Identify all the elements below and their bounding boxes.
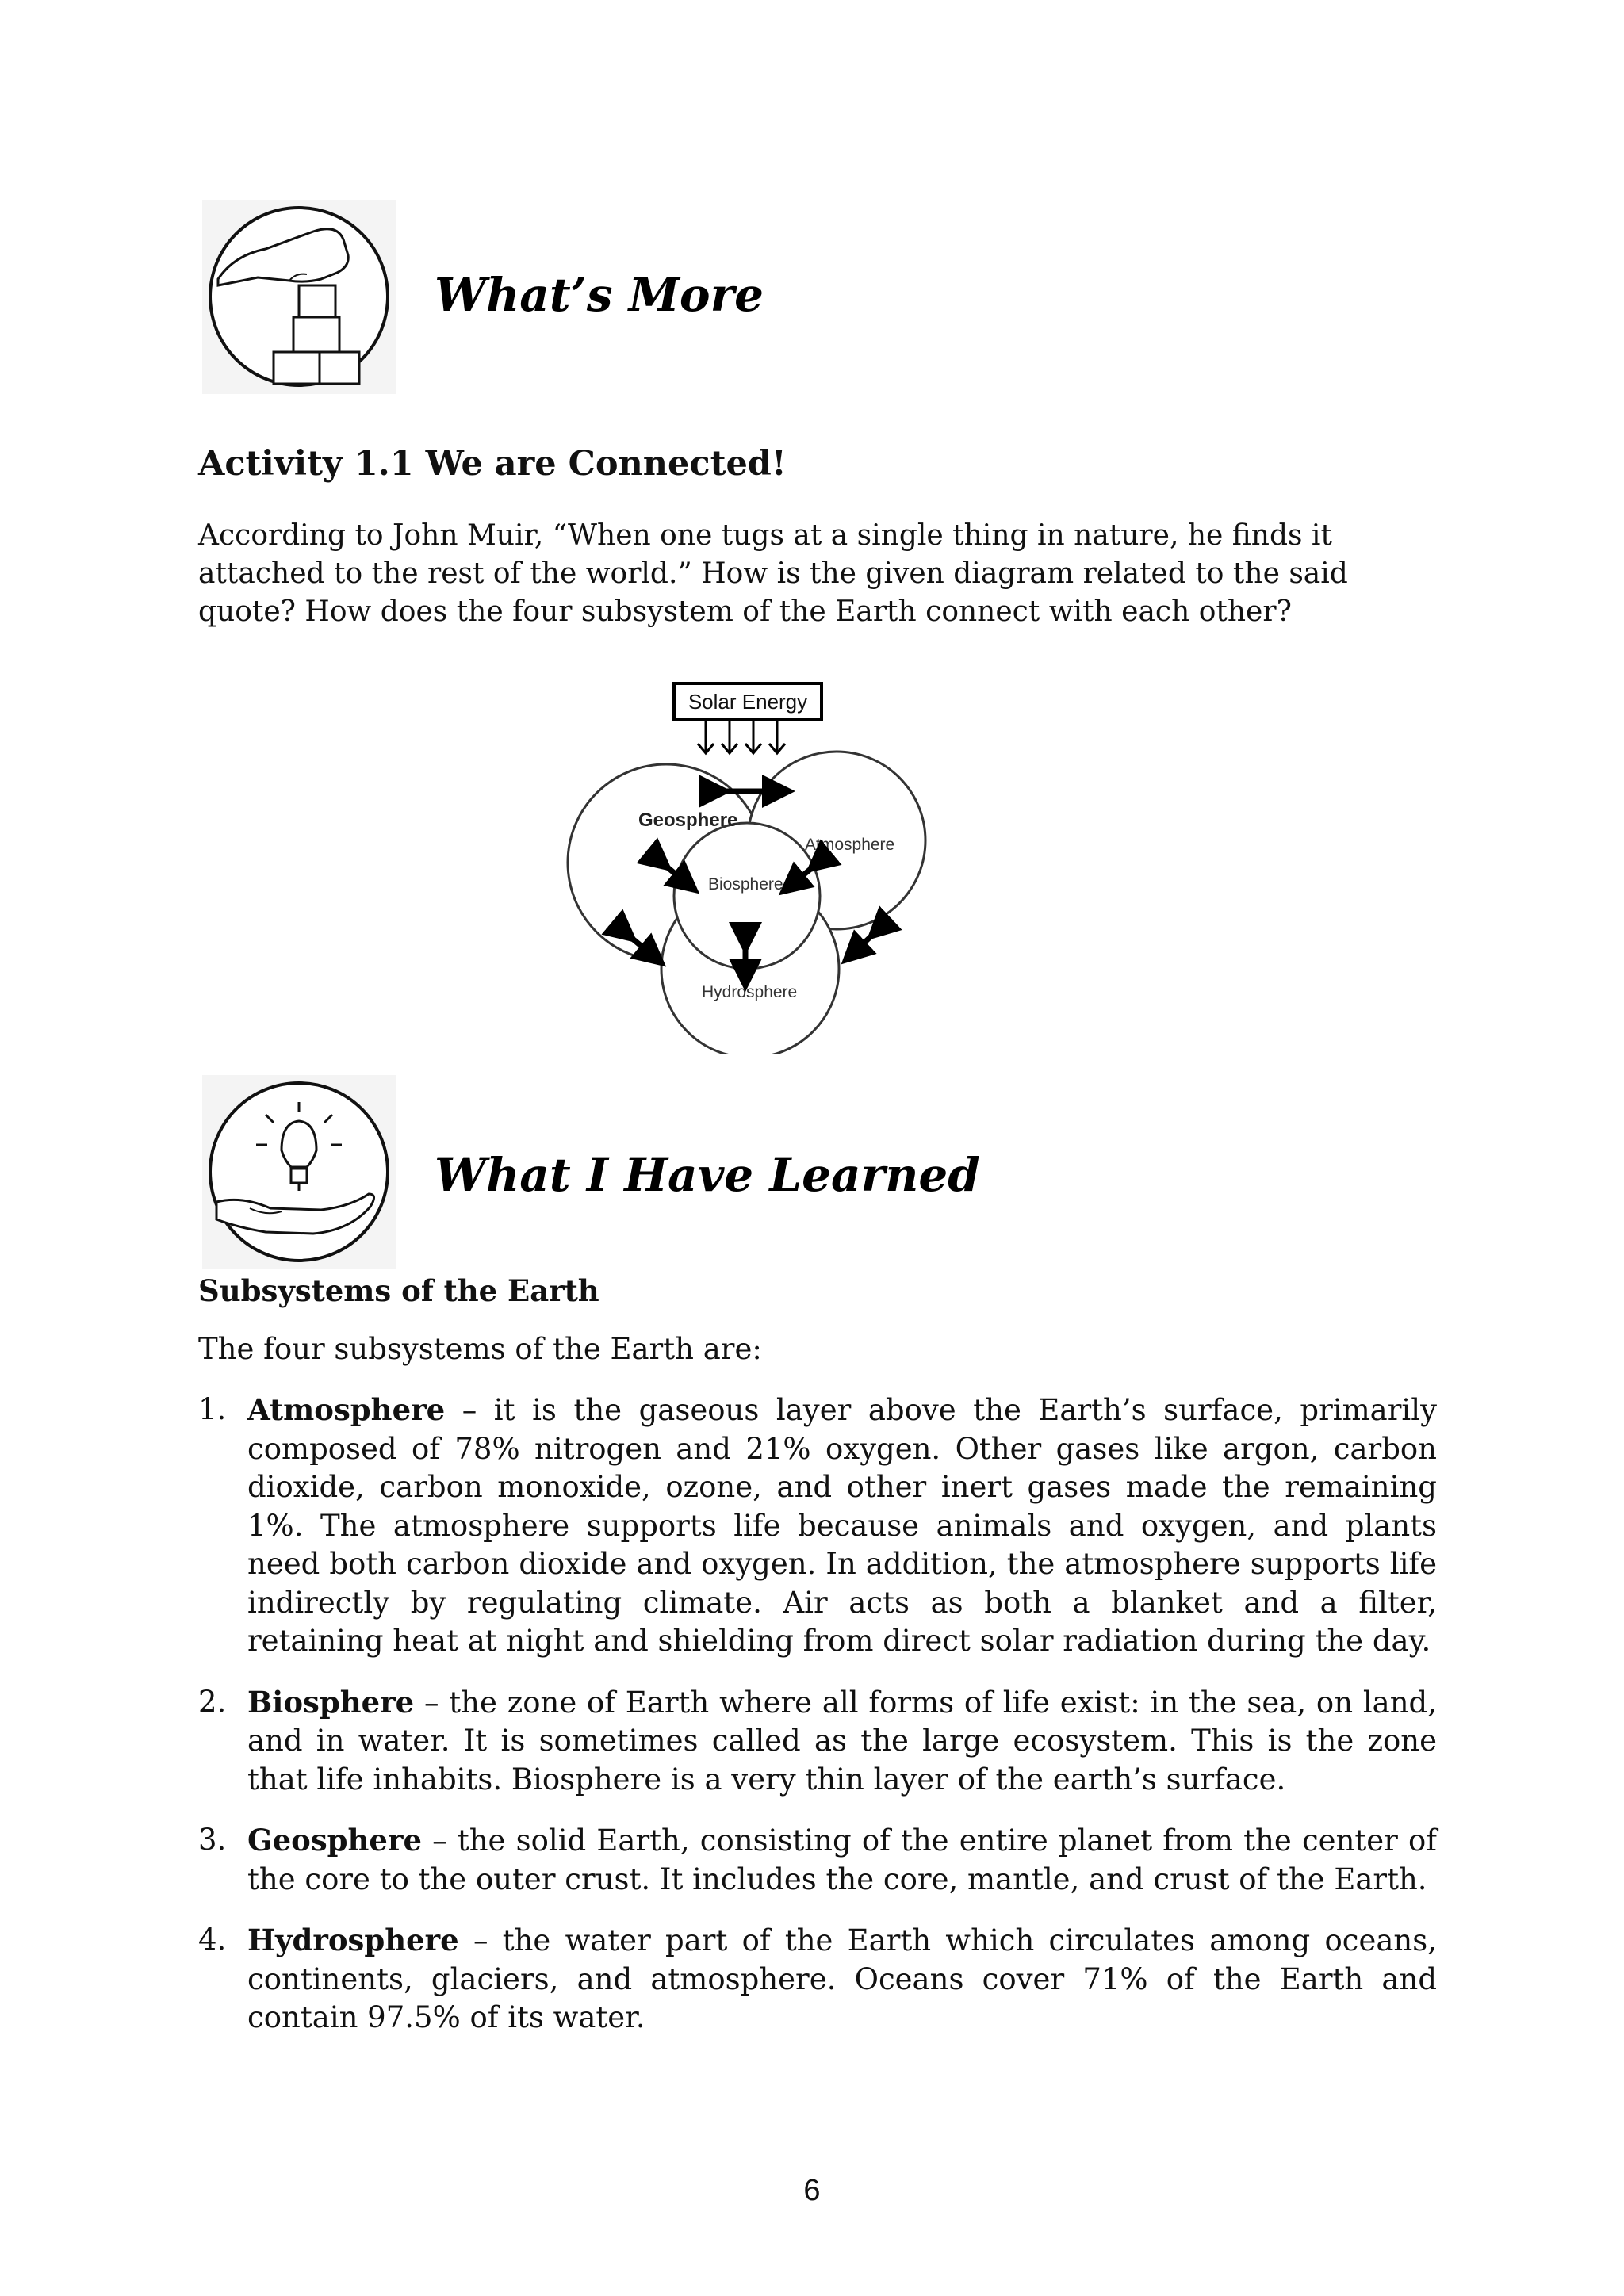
arrow-atmo-hydro [853, 929, 879, 953]
activity-intro [198, 517, 1435, 631]
section-title-whats-more: What’s More [435, 268, 764, 322]
intro-line: According to John Muir, “When one tugs at a single thing in nature, he finds it [198, 519, 1332, 552]
list-item [198, 1921, 1437, 2038]
atmosphere-label: Atmosphere [805, 836, 895, 854]
subsystems-diagram [539, 674, 952, 1054]
intro-line: attached to the rest of the world.” How is the given diagram related to the said [198, 557, 1348, 590]
item-number: 4. [198, 1923, 227, 1957]
subsystems-heading: Subsystems of the Earth [198, 1273, 599, 1308]
item-text: – the water part of the Earth which circulates among oceans, continents, glaciers, and atmosphere. Oceans cover 71% of the Earth and contain 97.5% of its water. [247, 1923, 1437, 2034]
activity-title: Activity 1.1 We are Connected! [198, 444, 787, 484]
list-item [198, 1391, 1437, 1661]
item-term: Hydrosphere [247, 1923, 459, 1957]
biosphere-label: Biosphere [708, 875, 783, 894]
list-item [198, 1821, 1437, 1899]
subsystems-list [198, 1391, 1437, 2060]
subsystems-lead: The four subsystems of the Earth are: [198, 1332, 762, 1366]
hand-blocks-icon [202, 200, 396, 394]
item-term: Atmosphere [247, 1392, 446, 1427]
item-term: Biosphere [247, 1684, 415, 1720]
item-number: 3. [198, 1823, 227, 1857]
item-text: – it is the gaseous layer above the Earth’s surface, primarily composed of 78% nitrogen and 21% oxygen. Other gases like argon, carbon dioxide, carbon monoxide, ozone, and other inert gases made the remaining 1%. The atmosphere supports life because animals and oxygen, and plants need both carbon dioxide and oxygen. In addition, the atmosphere supports life indirectly by regulating climate. Air acts as both a blanket and a filter, retaining heat at night and shielding from direct solar radiation during the day. [247, 1393, 1437, 1658]
solar-energy-label: Solar Energy [688, 690, 808, 714]
section-title-learned: What I Have Learned [435, 1148, 980, 1202]
item-term: Geosphere [247, 1823, 422, 1858]
item-number: 2. [198, 1684, 227, 1719]
item-text: – the zone of Earth where all forms of life exist: in the sea, on land, and in water. It is sometimes called as the large ecosystem. This is the zone that life inhabits. Biosphere is a very thin layer of the earth’s surface. [247, 1685, 1437, 1797]
intro-line: quote? How does the four subsystem of the Earth connect with each other? [198, 595, 1292, 628]
list-item [198, 1683, 1437, 1800]
lightbulb-hand-icon [202, 1075, 396, 1269]
hydrosphere-label: Hydrosphere [702, 983, 798, 1001]
item-number: 1. [198, 1392, 227, 1426]
item-text: – the solid Earth, consisting of the entire planet from the center of the core to the outer crust. It includes the core, mantle, and crust of the Earth. [247, 1823, 1437, 1896]
geosphere-label: Geosphere [638, 809, 738, 831]
page-number: 6 [803, 2174, 821, 2207]
